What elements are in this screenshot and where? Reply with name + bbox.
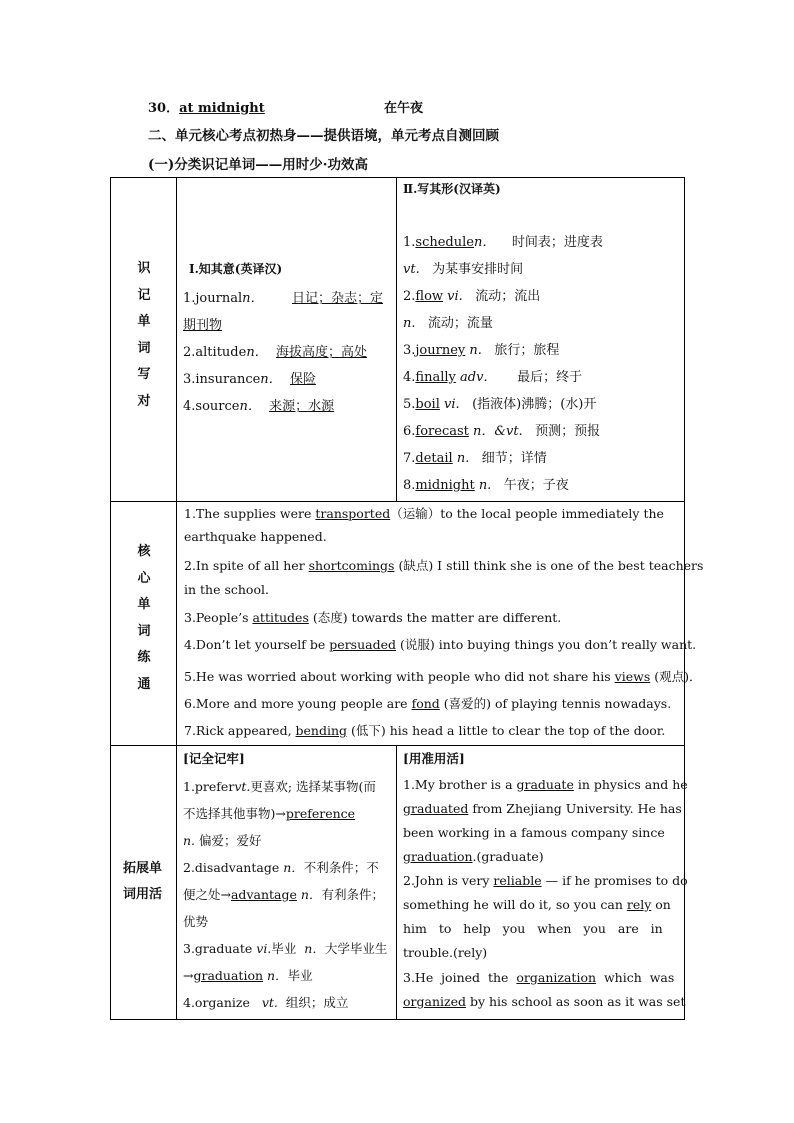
item-30-chinese: 在午夜 <box>384 101 424 116</box>
usage-line: been working in a famous company since <box>403 825 665 840</box>
vocab-item: n. 流动；流量 <box>403 316 493 331</box>
usage-line: trouble.(rely) <box>403 945 488 960</box>
table-col-divider-mid-bottom <box>396 745 397 1019</box>
usage-line: 2.John is very reliable — if he promises to do <box>403 873 688 888</box>
vocab-item: 3.insurancen． 保险 <box>183 372 316 387</box>
memorize-line: 3.graduate vi.毕业 n．大学毕业生 <box>183 941 388 956</box>
core-sentence: 5.He was worried about working with people who did not share his views (观点)． <box>184 669 702 684</box>
usage-line: him to help you when you are in <box>403 921 663 936</box>
memorize-line: 1.prefervt.更喜欢; 选择某事物(而 <box>183 779 376 794</box>
table-border-top <box>110 177 685 178</box>
vocab-item: 7.detail n. 细节；详情 <box>403 451 547 466</box>
row-label-extension: 拓展单 词用活 <box>123 861 163 902</box>
core-sentence: 6.More and more young people are fond (喜爱的) of playing tennis nowadays. <box>184 696 672 711</box>
usage-line: organized by his school as soon as it was set <box>403 994 686 1009</box>
usage-line: 3.He joined the organization which was <box>403 970 675 985</box>
write-form-title: Ⅱ.写其形(汉译英) <box>403 182 501 196</box>
row-label-memorize: 识 记 单 词 写 对 <box>137 261 151 409</box>
memorize-line: 优势 <box>183 914 209 929</box>
vocab-answer: 日记；杂志；定 <box>292 291 384 306</box>
vocab-item: 2.flow vi. 流动；流出 <box>403 289 541 304</box>
vocab-item: 1.schedulen． 时间表；进度表 <box>403 235 603 250</box>
row-label-core-words: 核 心 单 词 练 通 <box>137 544 151 692</box>
vocab-answer-cont: 期刊物 <box>183 318 223 333</box>
subsection-title: (一)分类识记单词——用时少·功效高 <box>148 157 368 173</box>
vocab-item: 1.journaln． <box>183 291 264 306</box>
core-sentence: 3.People’s attitudes (态度) towards the matter are different. <box>184 610 562 625</box>
table-border-right <box>684 177 685 1020</box>
usage-line: something he will do it, so you can rely on <box>403 897 671 912</box>
memorize-title: [记全记牢] <box>183 751 245 766</box>
core-sentence: 7.Rick appeared, bending (低下) his head a little to clear the top of the door. <box>184 723 666 738</box>
core-sentence: 4.Don’t let yourself be persuaded (说服) into buying things you don’t really want. <box>184 637 697 652</box>
core-sentence: 1.The supplies were transported（运输）to the local people immediately the <box>184 506 664 521</box>
vocab-item: 3.journey n. 旅行；旅程 <box>403 343 560 358</box>
vocab-item: 2.altituden． 海拔高度；高处 <box>183 345 367 360</box>
item-30-number: 30． <box>148 101 180 116</box>
table-divider-2 <box>110 745 685 746</box>
usage-line: graduated from Zhejiang University. He has <box>403 801 682 816</box>
table-col-divider-mid-top <box>396 177 397 501</box>
memorize-line: 2.disadvantage n．不利条件；不 <box>183 860 379 875</box>
vocab-item: 4.sourcen． 来源；水源 <box>183 399 335 414</box>
core-sentence: 2.In spite of all her shortcomings (缺点) I still think she is one of the best teachers <box>184 558 704 573</box>
table-border-bottom <box>110 1019 685 1020</box>
vocab-item: vt. 为某事安排时间 <box>403 262 524 277</box>
item-30-answer: at midnight <box>179 101 265 116</box>
table-border-left <box>110 177 111 1020</box>
memorize-line: 便之处→advantage n．有利条件； <box>183 887 384 902</box>
vocab-item: 6.forecast n．&vt. 预测；预报 <box>403 424 601 439</box>
memorize-line: 不选择其他事物)→preference <box>183 806 356 821</box>
usage-line: graduation.(graduate) <box>403 849 544 864</box>
item-30 <box>148 97 265 116</box>
memorize-line: 4.organize vt. 组织；成立 <box>183 995 349 1010</box>
vocab-item: 8.midnight n. 午夜；子夜 <box>403 478 569 493</box>
table-divider-1 <box>110 501 685 502</box>
vocab-item: 4.finally adv． 最后；终于 <box>403 370 583 385</box>
usage-line: 1.My brother is a graduate in physics and he <box>403 777 688 792</box>
usage-title: [用准用活] <box>403 751 465 766</box>
memorize-line: →graduation n．毕业 <box>183 968 313 983</box>
core-sentence-cont: earthquake happened. <box>184 529 327 544</box>
core-sentence-cont: in the school. <box>184 582 269 597</box>
vocab-item: 5.boil vi. (指液体)沸腾；(水)开 <box>403 397 597 412</box>
know-meaning-title: Ⅰ.知其意(英译汉) <box>189 262 283 276</box>
table-col-divider-label <box>176 177 177 1020</box>
section-title: 二、单元核心考点初热身——提供语境，单元考点自测回顾 <box>148 128 499 144</box>
memorize-line: n. 偏爱；爱好 <box>183 833 262 848</box>
